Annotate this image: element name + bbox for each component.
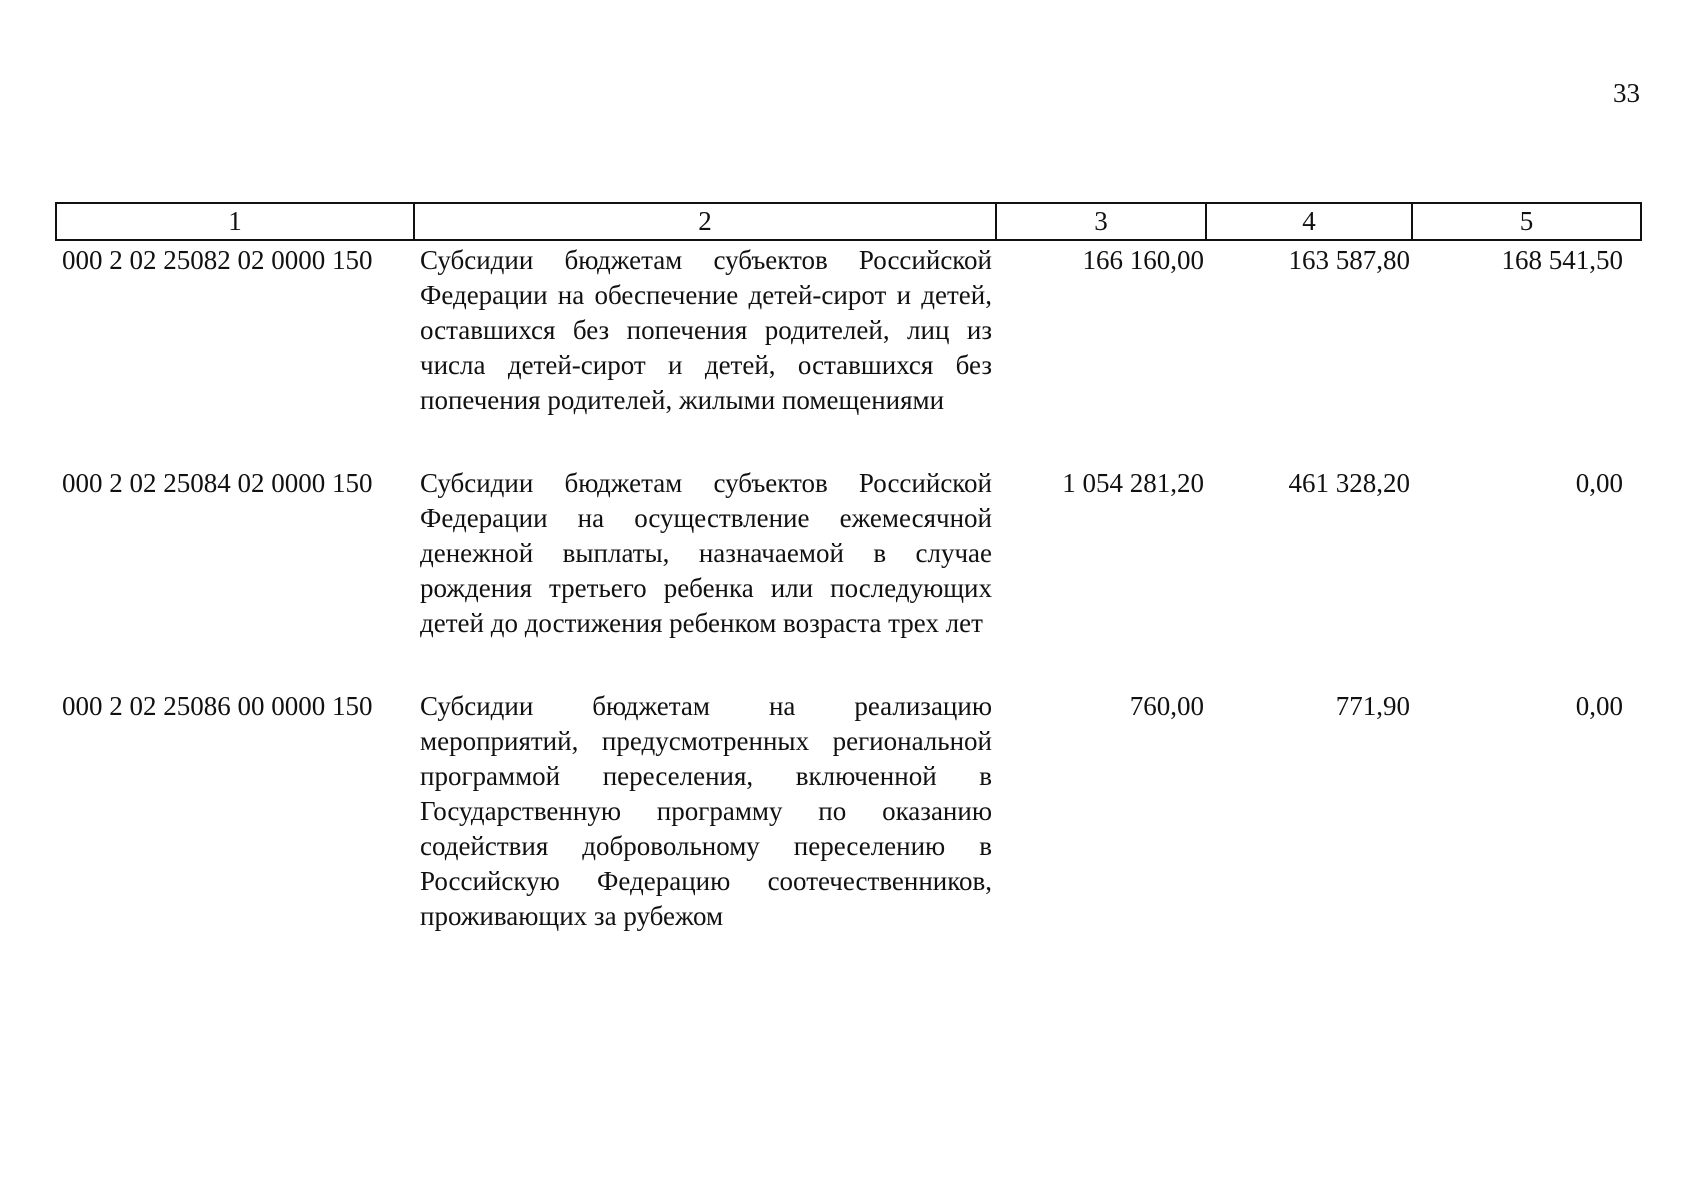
budget-code: 000 2 02 25082 02 0000 150 bbox=[62, 245, 373, 275]
amount-col5: 0,00 bbox=[1575, 468, 1623, 498]
budget-table bbox=[55, 202, 1642, 980]
amount-col5: 0,00 bbox=[1575, 691, 1623, 721]
header-cell-2: 2 bbox=[414, 203, 996, 240]
amount-col5: 168 541,50 bbox=[1501, 245, 1623, 275]
amount-col4: 163 587,80 bbox=[1288, 245, 1410, 275]
amount-col3: 166 160,00 bbox=[1082, 245, 1204, 275]
table-row bbox=[56, 240, 1641, 464]
amount-col3: 1 054 281,20 bbox=[1062, 468, 1204, 498]
budget-code: 000 2 02 25086 00 0000 150 bbox=[62, 691, 373, 721]
header-cell-1: 1 bbox=[56, 203, 414, 240]
amount-col4: 461 328,20 bbox=[1288, 468, 1410, 498]
subsidy-description: Субсидии бюджетам субъектов Российской Федерации на обеспечение детей-сирот и детей, оставшихся без попечения родителей, лиц из числа детей-сирот и детей, оставшихся без попечения родителей, жилыми помещениями bbox=[420, 245, 992, 415]
page-number: 33 bbox=[1613, 78, 1640, 108]
subsidy-description: Субсидии бюджетам субъектов Российской Федерации на осуществление ежемесячной денежной выплаты, назначаемой в случае рождения третьего ребенка или последующих детей до достижения ребенком возраста трех лет bbox=[420, 468, 992, 638]
table-row bbox=[56, 464, 1641, 687]
amount-col3: 760,00 bbox=[1129, 691, 1204, 721]
header-cell-3: 3 bbox=[996, 203, 1206, 240]
header-cell-4: 4 bbox=[1206, 203, 1412, 240]
table-header-row bbox=[56, 203, 1641, 240]
budget-code: 000 2 02 25084 02 0000 150 bbox=[62, 468, 373, 498]
header-cell-5: 5 bbox=[1412, 203, 1641, 240]
table-row bbox=[56, 687, 1641, 980]
amount-col4: 771,90 bbox=[1335, 691, 1410, 721]
subsidy-description: Субсидии бюджетам на реализацию мероприятий, предусмотренных региональной программой переселения, включенной в Государственную программу по оказанию содействия добровольному переселению в Российскую Федерацию соотечественников, проживающих за рубежом bbox=[420, 691, 992, 931]
